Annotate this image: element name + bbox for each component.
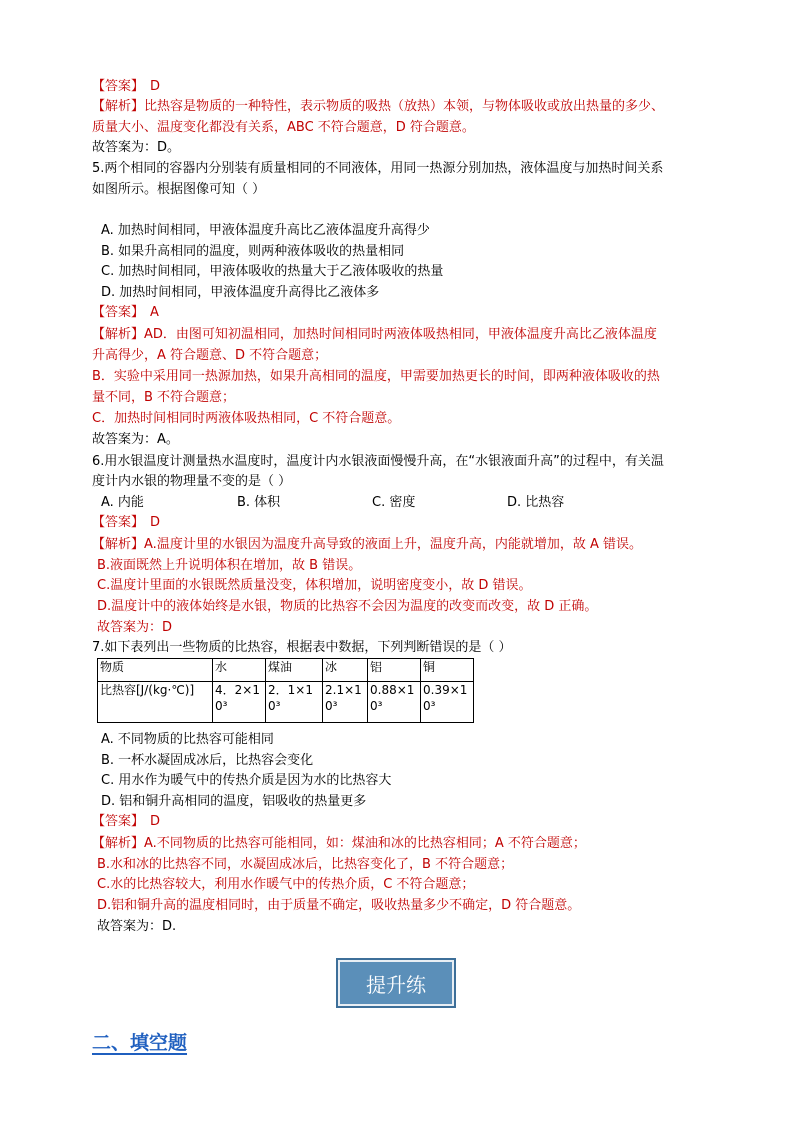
answer-value: D xyxy=(150,79,161,94)
q5-option-b: B. 如果升高相同的温度，则两种液体吸收的热量相同 xyxy=(101,244,405,259)
analysis-text: AD．由图可知初温相同，加热时间相同时两液体吸热相同，甲液体温度升高比乙液体温度 xyxy=(144,327,657,342)
table-cell: 2.1×10³ xyxy=(323,682,368,723)
q7-final-answer: 故答案为：D. xyxy=(97,919,177,934)
q6-option-a: A. 内能 xyxy=(101,495,144,510)
q5-stem-line-2: 如图所示。根据图像可知（ ） xyxy=(92,182,266,197)
q7-stem: 7.如下表列出一些物质的比热容，根据表中数据，下列判断错误的是（ ） xyxy=(92,640,512,655)
q7-analysis-line-2: B.水和冰的比热容不同，水凝固成冰后，比热容变化了，B 不符合题意； xyxy=(97,857,514,872)
analysis-text: 比热容是物质的一种特性，表示物质的吸热（放热）本领，与物体吸收或放出热量的多少、 xyxy=(144,99,665,114)
q5-option-c: C. 加热时间相同，甲液体吸收的热量大于乙液体吸收的热量 xyxy=(101,264,444,279)
answer-tag: 【答案】 xyxy=(92,814,145,829)
q7-option-d: D. 铝和铜升高相同的温度，铝吸收的热量更多 xyxy=(101,794,367,809)
q4-analysis-line-1 xyxy=(92,97,664,117)
answer-value: D xyxy=(150,515,161,530)
q6-option-d: D. 比热容 xyxy=(507,495,565,510)
table-cell: 冰 xyxy=(323,659,368,682)
answer-tag: 【答案】 xyxy=(92,79,145,94)
q6-stem-line-1: 6.用水银温度计测量热水温度时，温度计内水银液面慢慢升高，在“水银液面升高”的过程中，有关温 xyxy=(92,454,664,469)
q7-option-c: C. 用水作为暖气中的传热介质是因为水的比热容大 xyxy=(101,773,392,788)
table-cell: 0.39×10³ xyxy=(421,682,474,723)
q6-stem-line-2: 度计内水银的物理量不变的是（ ） xyxy=(92,474,292,489)
analysis-tag: 【解析】 xyxy=(92,537,145,552)
q6-option-c: C. 密度 xyxy=(372,495,416,510)
answer-value: D xyxy=(150,814,161,829)
analysis-tag: 【解析】 xyxy=(92,99,145,114)
analysis-tag: 【解析】 xyxy=(92,327,145,342)
q5-analysis-line-4: 量不同，B 不符合题意； xyxy=(92,390,236,405)
q7-option-a: A. 不同物质的比热容可能相同 xyxy=(101,732,274,747)
q5-stem-line-1: 5.两个相同的容器内分别装有质量相同的不同液体，用同一热源分别加热，液体温度与加热时间关系 xyxy=(92,161,664,176)
analysis-text: A.温度计里的水银因为温度升高导致的液面上升，温度升高，内能就增加，故 A 错误。 xyxy=(144,537,642,552)
table-cell: 比热容[J/(kg·℃)] xyxy=(98,682,213,723)
q6-analysis-line-4: D.温度计中的液体始终是水银，物质的比热容不会因为温度的改变而改变，故 D 正确。 xyxy=(97,599,598,614)
q4-answer-line xyxy=(92,77,160,97)
q5-answer-line xyxy=(92,303,159,323)
table-cell: 铜 xyxy=(421,659,474,682)
q6-analysis-line-2: B.液面既然上升说明体积在增加，故 B 错误。 xyxy=(97,558,362,573)
banner-label: 提升练 xyxy=(366,972,426,997)
q5-analysis-line-5: C．加热时间相同时两液体吸热相同，C 不符合题意。 xyxy=(92,411,401,426)
q7-option-b: B. 一杯水凝固成冰后，比热容会变化 xyxy=(101,753,314,768)
q5-analysis-line-1 xyxy=(92,325,657,345)
level-up-banner xyxy=(336,958,456,1008)
q7-analysis-line-1 xyxy=(92,834,586,854)
table-cell: 水 xyxy=(213,659,266,682)
table-row xyxy=(98,682,474,723)
table-cell: 0.88×10³ xyxy=(368,682,421,723)
q5-option-a: A. 加热时间相同，甲液体温度升高比乙液体温度升高得少 xyxy=(101,223,430,238)
section-title: 二、填空题 xyxy=(92,1032,188,1054)
q5-analysis-line-3: B．实验中采用同一热源加热，如果升高相同的温度，甲需要加热更长的时间，即两种液体吸收的热 xyxy=(92,369,660,384)
table-cell: 物质 xyxy=(98,659,213,682)
q6-analysis-line-1 xyxy=(92,535,642,555)
answer-value: A xyxy=(150,305,159,320)
specific-heat-table xyxy=(97,658,474,723)
q6-answer-line xyxy=(92,513,160,533)
table-cell: 煤油 xyxy=(266,659,323,682)
table-header-row xyxy=(98,659,474,682)
table-cell: 4．2×10³ xyxy=(213,682,266,723)
q7-answer-line xyxy=(92,812,160,832)
table-cell: 2．1×10³ xyxy=(266,682,323,723)
answer-tag: 【答案】 xyxy=(92,515,145,530)
q5-final-answer: 故答案为：A。 xyxy=(92,432,179,447)
analysis-tag: 【解析】 xyxy=(92,836,145,851)
answer-tag: 【答案】 xyxy=(92,305,145,320)
q7-analysis-line-4: D.铝和铜升高的温度相同时，由于质量不确定，吸收热量多少不确定，D 符合题意。 xyxy=(97,898,581,913)
analysis-text: A.不同物质的比热容可能相同，如：煤油和冰的比热容相同；A 不符合题意； xyxy=(144,836,586,851)
q4-analysis-line-2: 质量大小、温度变化都没有关系，ABC 不符合题意，D 符合题意。 xyxy=(92,120,475,135)
q6-analysis-line-3: C.温度计里面的水银既然质量没变，体积增加，说明密度变小，故 D 错误。 xyxy=(97,578,532,593)
q7-analysis-line-3: C.水的比热容较大，利用水作暖气中的传热介质，C 不符合题意； xyxy=(97,877,475,892)
q6-option-b: B. 体积 xyxy=(237,495,281,510)
q5-analysis-line-2: 升高得少，A 符合题意、D 不符合题意； xyxy=(92,348,328,363)
table-cell: 铝 xyxy=(368,659,421,682)
q6-final-answer: 故答案为：D xyxy=(97,620,173,635)
q4-final-answer: 故答案为：D。 xyxy=(92,140,181,155)
q5-option-d: D. 加热时间相同，甲液体温度升高得比乙液体多 xyxy=(101,285,380,300)
